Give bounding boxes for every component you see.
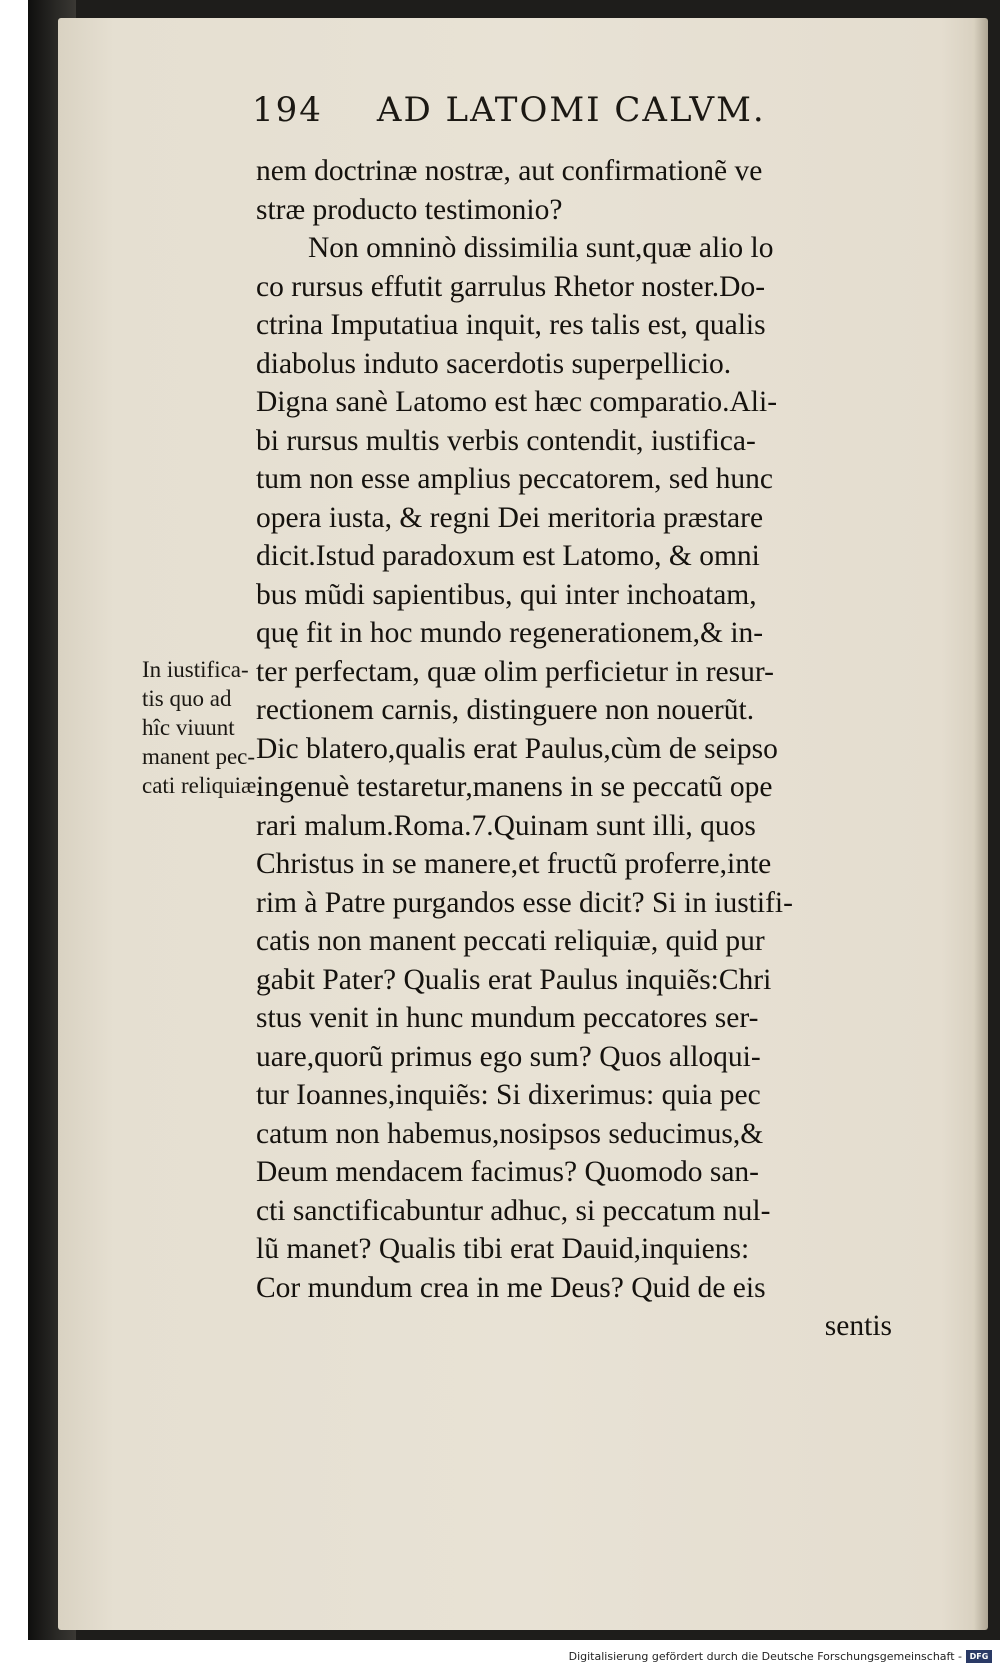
marginal-note-line: manent pec- (142, 744, 256, 769)
text-line: Non omninò dissimilia sunt,quæ alio lo (308, 232, 774, 264)
text-line: rectionem carnis, distinguere non nouerũt. (256, 694, 755, 726)
text-line: lũ manet? Qualis tibi erat Dauid,inquiens: (256, 1233, 750, 1265)
text-line: co rursus effutit garrulus Rhetor noster.Do- (256, 270, 766, 303)
text-line: gabit Pater? Qualis erat Paulus inquiẽs:Chri (256, 963, 772, 996)
page-edge-shadow (974, 18, 988, 1630)
text-line: ctrina Imputatiua inquit, res talis est, qualis (256, 309, 766, 341)
text-line: Digna sanè Latomo est hæc comparatio.Ali- (256, 386, 778, 418)
catchword: sentis (824, 1310, 892, 1342)
marginal-note-line: In iustifica- (142, 657, 249, 682)
marginal-note-line: tis quo ad (142, 686, 232, 711)
text-line: nem doctrinæ nostræ, aut confirmationẽ ve (256, 155, 763, 187)
text-line: opera iusta, & regni Dei meritoria præstare (256, 501, 764, 534)
text-line: ingenuè testaretur,manens in se peccatũ ope (256, 771, 773, 803)
text-line: tur Ioannes,inquiẽs: Si dixerimus: quia pec (256, 1079, 761, 1111)
text-line: cti sanctificabuntur adhuc, si peccatum nul- (256, 1194, 771, 1227)
text-line: Christus in se manere,et fructũ proferre,inte (256, 848, 772, 880)
text-line: catum non habemus,nosipsos seducimus,& (256, 1117, 764, 1150)
text-line: Dic blatero,qualis erat Paulus,cùm de seipso (256, 732, 778, 765)
dfg-logo: DFG (966, 1650, 992, 1663)
marginal-note-line: hîc viuunt (142, 715, 235, 740)
text-line: dicit.Istud paradoxum est Latomo, & omni (256, 540, 760, 572)
marginal-note-line: cati reliquiæ. (142, 773, 263, 798)
running-title: AD LATOMI CALVM. (376, 90, 766, 130)
text-line: ter perfectam, quæ olim perficietur in resur- (256, 655, 774, 688)
text-line: stus venit in hunc mundum peccatores ser- (256, 1002, 759, 1034)
text-line: stræ producto testimonio? (256, 193, 563, 226)
text-line: uare,quorũ primus ego sum? Quos alloqui- (256, 1040, 761, 1073)
text-line: bus mũdi sapientibus, qui inter inchoatam, (256, 578, 757, 611)
text-line: Deum mendacem facimus? Quomodo san- (256, 1156, 759, 1188)
text-line: catis non manent peccati reliquiæ, quid pur (256, 925, 765, 957)
text-line: rim à Patre purgandos esse dicit? Si in iustifi- (256, 886, 793, 919)
page-number: 194 (252, 90, 323, 130)
text-line: bi rursus multis verbis contendit, iustifica- (256, 424, 756, 457)
text-line: diabolus induto sacerdotis superpellicio. (256, 347, 732, 380)
body-text (256, 152, 896, 1346)
digitization-credit: Digitalisierung gefördert durch die Deutsche Forschungsgemeinschaft - (568, 1650, 962, 1663)
text-line: rari malum.Roma.7.Quinam sunt illi, quos (256, 809, 756, 842)
text-line: tum non esse amplius peccatorem, sed hunc (256, 463, 773, 495)
running-head (252, 90, 862, 130)
text-line: Cor mundum crea in me Deus? Quid de eis (256, 1271, 766, 1304)
text-line: quę fit in hoc mundo regenerationem,& in- (256, 617, 764, 649)
